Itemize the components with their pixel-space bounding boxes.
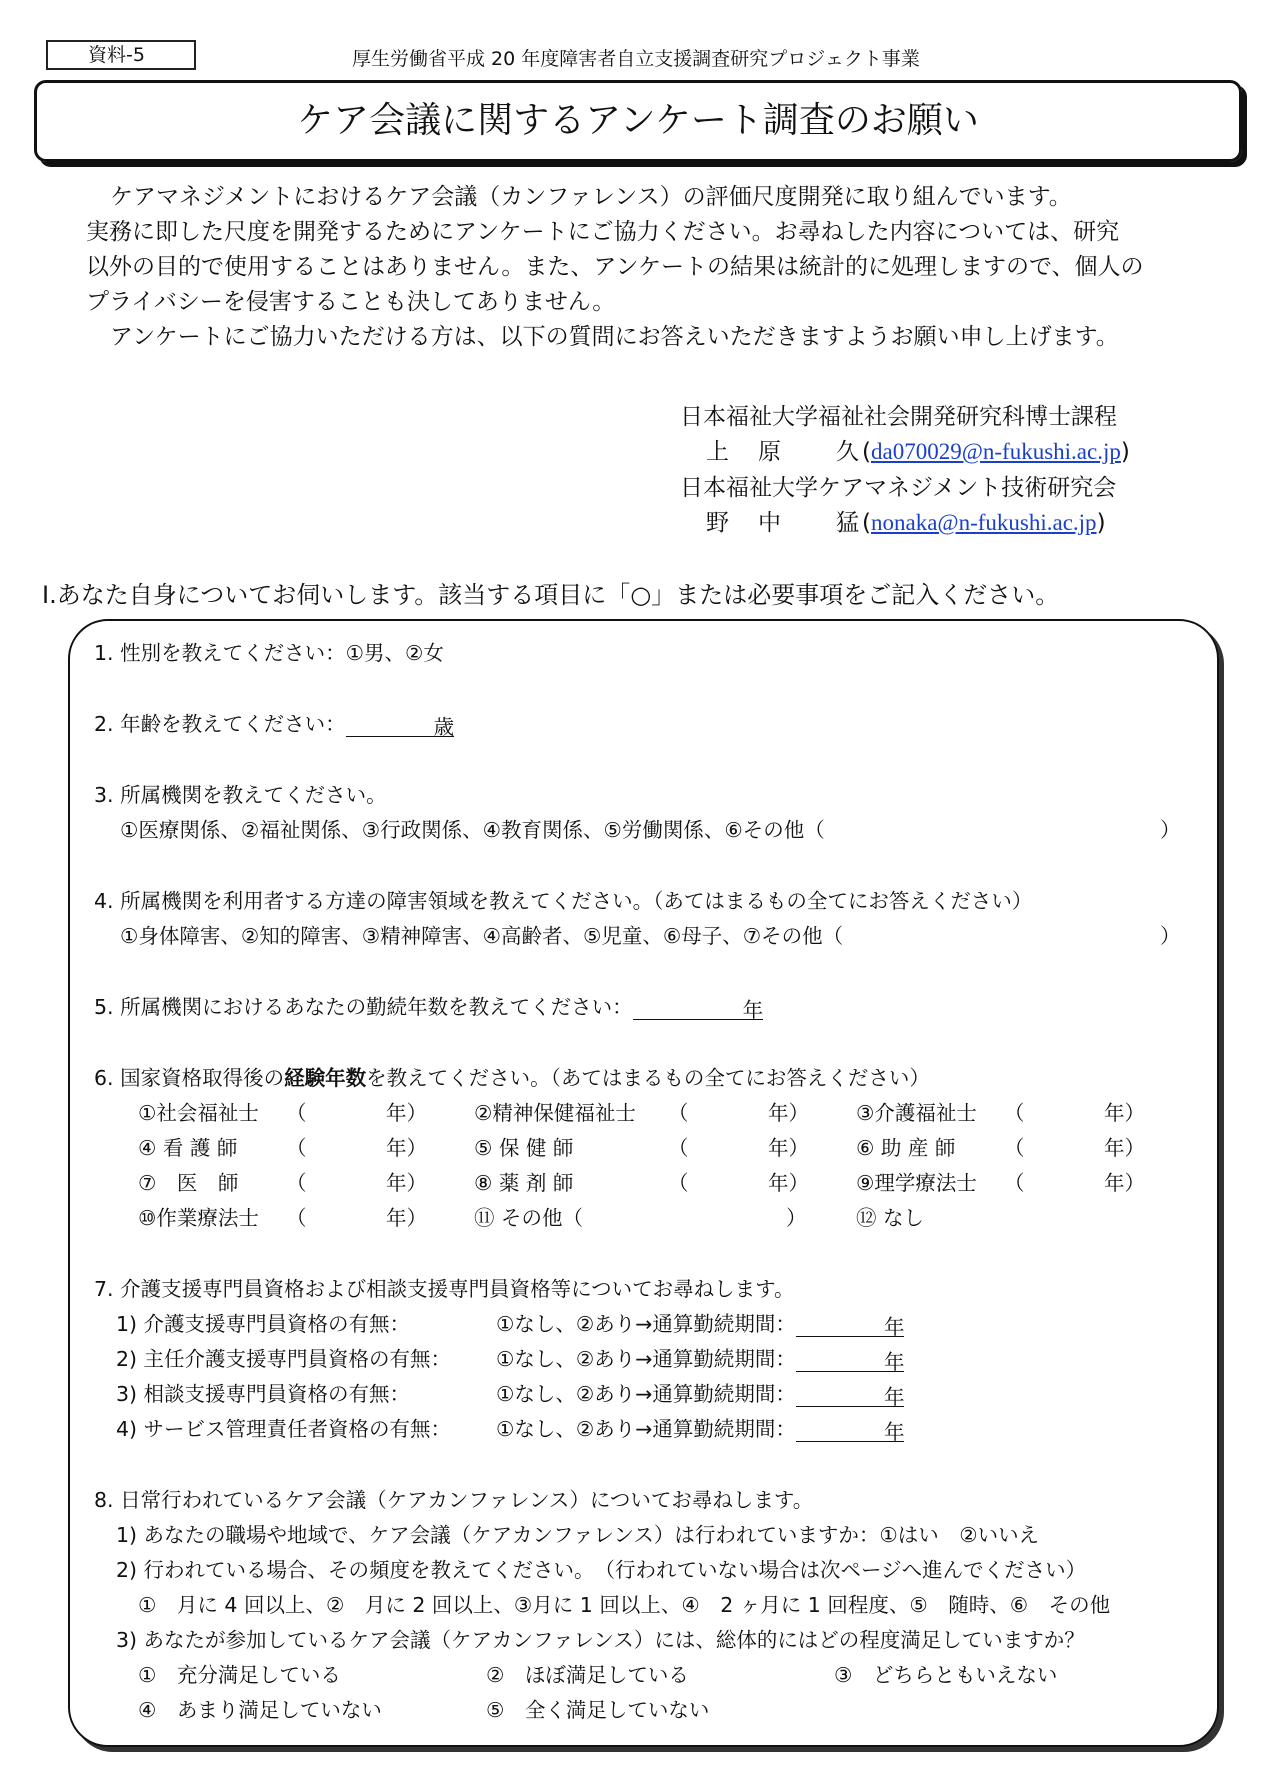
question-8-2: 2) 行われている場合、その頻度を教えてください。 （行われていない場合は次ページへ進んでください） — [116, 1558, 1087, 1582]
period-input[interactable] — [796, 1349, 884, 1372]
qualification-row-answer[interactable]: ①なし、②あり→通算勤続期間： 年 — [496, 1312, 905, 1339]
author-email-1[interactable]: da070029@n-fukushi.ac.jp — [870, 439, 1121, 464]
qualification-row-label: 3) 相談支援専門員資格の有無： — [116, 1382, 411, 1406]
question-7: 7. 介護支援専門員資格および相談支援専門員資格等についてお尋ねします。 — [94, 1277, 795, 1301]
period-input[interactable] — [796, 1314, 884, 1337]
question-3-options[interactable]: ①医療関係、②福祉関係、③行政関係、④教育関係、⑤労働関係、⑥その他（ — [120, 818, 825, 842]
question-8-3: 3) あなたが参加しているケア会議（ケアカンファレンス）には、総体的にはどの程度満足していますか？ — [116, 1628, 1085, 1652]
project-name: 厚生労働省平成 20 年度障害者自立支援調査研究プロジェクト事業 — [352, 48, 920, 70]
question-3: 3. 所属機関を教えてください。 — [94, 783, 387, 807]
qualification-row-answer[interactable]: ①なし、②あり→通算勤続期間： 年 — [496, 1382, 905, 1409]
intro-line: プライバシーを侵害することも決してありません。 — [86, 289, 616, 315]
document-title: ケア会議に関するアンケート調査のお願い — [34, 80, 1242, 162]
qualification-row-label: 4) サービス管理責任者資格の有無： — [116, 1417, 452, 1441]
years-unit: 年） — [386, 1101, 427, 1125]
question-2: 2. 年齢を教えてください： 歳 — [94, 712, 455, 739]
qualification-item[interactable]: ③介護福祉士 — [856, 1101, 977, 1125]
qualification-item[interactable]: ④ 看 護 師 — [138, 1136, 238, 1160]
years-unit: 年） — [768, 1136, 809, 1160]
question-3-close: ） — [1160, 818, 1181, 842]
qualification-item[interactable]: ⑨理学療法士 — [856, 1171, 977, 1195]
signature-author-2: 野 中 猛(nonaka@n-fukushi.ac.jp) — [706, 510, 1106, 536]
question-5: 5. 所属機関におけるあなたの勤続年数を教えてください： 年 — [94, 995, 764, 1022]
signature-org-2: 日本福祉大学ケアマネジメント技術研究会 — [680, 475, 1117, 501]
years-unit: 年） — [386, 1206, 427, 1230]
qualification-item[interactable]: ⑧ 薬 剤 師 — [474, 1171, 574, 1195]
qualification-item[interactable]: ⑥ 助 産 師 — [856, 1136, 956, 1160]
qualification-item[interactable]: ⑩作業療法士 — [138, 1206, 259, 1230]
intro-line: 以外の目的で使用することはありません。また、アンケートの結果は統計的に処理しますので、個人の — [86, 254, 1144, 280]
period-input[interactable] — [796, 1419, 884, 1442]
question-6: 6. 国家資格取得後の経験年数を教えてください。（あてはまるもの全てにお答えください） — [94, 1066, 930, 1090]
intro-line: ケアマネジメントにおけるケア会議（カンファレンス）の評価尺度開発に取り組んでいます。 — [110, 184, 1072, 210]
years-unit: 年） — [768, 1101, 809, 1125]
question-8: 8. 日常行われているケア会議（ケアカンファレンス）についてお尋ねします。 — [94, 1488, 814, 1512]
age-input[interactable] — [346, 714, 434, 737]
qualification-row-label: 2) 主任介護支援専門員資格の有無： — [116, 1347, 452, 1371]
author-name-2: 野 中 猛 — [706, 510, 862, 536]
question-8-2-options[interactable]: ① 月に 4 回以上、② 月に 2 回以上、③月に 1 回以上、④ 2 ヶ月に 1 回程度、⑤ 随時、⑥ その他 — [138, 1593, 1111, 1617]
period-input[interactable] — [796, 1384, 884, 1407]
years-unit: 年） — [1104, 1101, 1145, 1125]
intro-line: アンケートにご協力いただける方は、以下の質問にお答えいただきますようお願い申し上げます。 — [110, 324, 1119, 350]
qualification-item[interactable]: ⑫ なし — [856, 1206, 925, 1230]
tenure-input[interactable] — [633, 997, 743, 1020]
question-8-1[interactable]: 1) あなたの職場や地域で、ケア会議（ケアカンファレンス）は行われていますか：①はい ②いいえ — [116, 1523, 1040, 1547]
intro-line: 実務に即した尺度を開発するためにアンケートにご協力ください。お尋ねした内容については、研究 — [86, 219, 1120, 245]
qualification-item[interactable]: ②精神保健福祉士 — [474, 1101, 636, 1125]
signature-org-1: 日本福祉大学福祉社会開発研究科博士課程 — [680, 404, 1117, 430]
satisfaction-option[interactable]: ④ あまり満足していない — [138, 1698, 382, 1722]
author-name-1: 上 原 久 — [706, 439, 862, 465]
satisfaction-option[interactable]: ① 充分満足している — [138, 1663, 341, 1687]
qualification-item[interactable]: ⑤ 保 健 師 — [474, 1136, 574, 1160]
section-heading: Ⅰ.あなた自身についてお伺いします。該当する項目に「○」または必要事項をご記入ください。 — [42, 581, 1060, 609]
question-4: 4. 所属機関を利用者する方達の障害領域を教えてください。（あてはまるもの全てにお答えください） — [94, 889, 1033, 913]
qualification-item[interactable]: ⑪ その他（ — [474, 1206, 584, 1230]
age-unit: 歳 — [433, 715, 455, 739]
qualification-item[interactable]: ⑦ 医 師 — [138, 1171, 239, 1195]
years-unit: 年） — [1104, 1136, 1145, 1160]
tenure-unit: 年 — [742, 998, 764, 1022]
question-1: 1. 性別を教えてください：①男、②女 — [94, 641, 444, 665]
qualification-item[interactable]: ①社会福祉士 — [138, 1101, 259, 1125]
question-4-options[interactable]: ①身体障害、②知的障害、③精神障害、④高齢者、⑤児童、⑥母子、⑦その他（ — [120, 924, 844, 948]
satisfaction-option[interactable]: ③ どちらともいえない — [834, 1663, 1058, 1687]
author-email-2[interactable]: nonaka@n-fukushi.ac.jp — [870, 510, 1097, 535]
qualification-row-answer[interactable]: ①なし、②あり→通算勤続期間： 年 — [496, 1347, 905, 1374]
signature-author-1: 上 原 久(da070029@n-fukushi.ac.jp) — [706, 439, 1130, 465]
document-label: 資料-5 — [46, 40, 196, 70]
satisfaction-option[interactable]: ② ほぼ満足している — [486, 1663, 689, 1687]
years-unit: 年） — [386, 1171, 427, 1195]
qualification-row-label: 1) 介護支援専門員資格の有無： — [116, 1312, 411, 1336]
qualification-row-answer[interactable]: ①なし、②あり→通算勤続期間： 年 — [496, 1417, 905, 1444]
years-unit: 年） — [768, 1171, 809, 1195]
satisfaction-option[interactable]: ⑤ 全く満足していない — [486, 1698, 710, 1722]
years-unit: 年） — [386, 1136, 427, 1160]
years-unit: 年） — [1104, 1171, 1145, 1195]
question-4-close: ） — [1160, 924, 1181, 948]
